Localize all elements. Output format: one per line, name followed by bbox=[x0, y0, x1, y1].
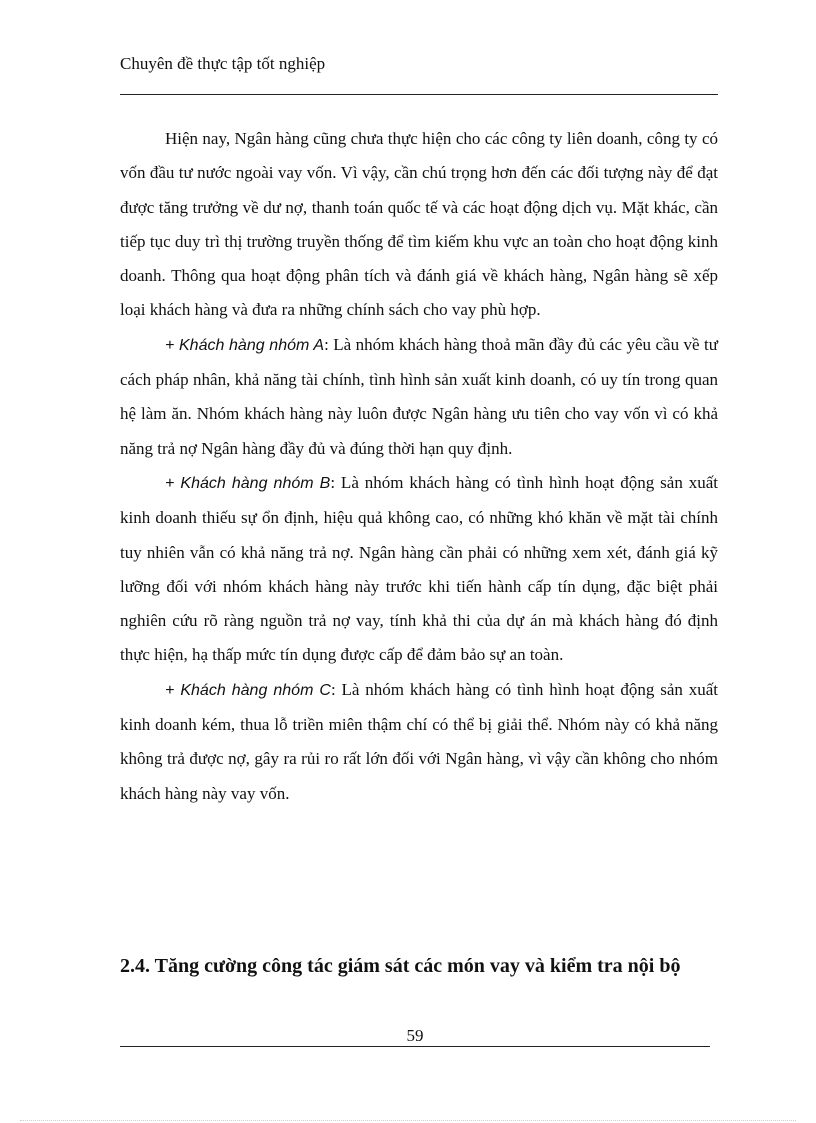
paragraph-group-c bbox=[120, 673, 718, 811]
paragraph-group-a bbox=[120, 328, 718, 466]
paragraph-intro bbox=[120, 122, 718, 328]
paragraph-group-b bbox=[120, 466, 718, 673]
group-b-text: : Là nhóm khách hàng có tình hình hoạt động sản xuất kinh doanh thiếu sự ổn định, hiệu quả không cao, có những khó khăn về mặt tài chính tuy nhiên vẫn có khả năng trả nợ. Ngân hàng cần phải có những xem xét, đánh giá kỹ lưỡng đối với nhóm khách hàng này trước khi tiến hành cấp tín dụng, đặc biệt phải nghiên cứu rõ ràng nguồn trả nợ vay, tính khả thi của dự án mà khách hàng đó định thực hiện, hạ thấp mức tín dụng được cấp để đảm bảo sự an toàn. bbox=[120, 472, 718, 665]
body-text bbox=[120, 122, 718, 811]
page-number: 59 bbox=[406, 1026, 424, 1045]
section-heading: 2.4. Tăng cường công tác giám sát các món vay và kiểm tra nội bộ bbox=[120, 955, 681, 977]
footer-divider bbox=[120, 1046, 710, 1047]
header-divider bbox=[120, 94, 718, 95]
group-a-lead: + Khách hàng nhóm A bbox=[165, 336, 325, 354]
paragraph-intro-text: Hiện nay, Ngân hàng cũng chưa thực hiện cho các công ty liên doanh, công ty có vốn đầu tư nước ngoài vay vốn. Vì vậy, cần chú trọng hơn đến các đối tượng này để đạt được tăng trưởng về dư nợ, thanh toán quốc tế và các hoạt động dịch vụ. Mặt khác, cần tiếp tục duy trì thị trường truyền thống để tìm kiếm khu vực an toàn cho hoạt động kinh doanh. Thông qua hoạt động phân tích và đánh giá về khách hàng, Ngân hàng sẽ xếp loại khách hàng và đưa ra những chính sách cho vay phù hợp. bbox=[120, 129, 718, 320]
group-b-lead: + Khách hàng nhóm B bbox=[165, 474, 331, 492]
group-c-text: : Là nhóm khách hàng có tình hình hoạt động sản xuất kinh doanh kém, thua lỗ triền miên thậm chí có thể bị giải thể. Nhóm này có khả năng không trả được nợ, gây ra rủi ro rất lớn đối với Ngân hàng, vì vậy cần không cho nhóm khách hàng này vay vốn. bbox=[120, 679, 718, 803]
group-c-lead: + Khách hàng nhóm C bbox=[165, 681, 331, 699]
group-a-text: : Là nhóm khách hàng thoả mãn đầy đủ các yêu cầu về tư cách pháp nhân, khả năng tài chính, tình hình sản xuất kinh doanh, có uy tín trong quan hệ làm ăn. Nhóm khách hàng này luôn được Ngân hàng ưu tiên cho vay vốn vì có khả năng trả nợ Ngân hàng đầy đủ và đúng thời hạn quy định. bbox=[120, 334, 718, 458]
running-header: Chuyên đề thực tập tốt nghiệp bbox=[120, 54, 326, 73]
page-edge-divider bbox=[20, 1120, 796, 1121]
